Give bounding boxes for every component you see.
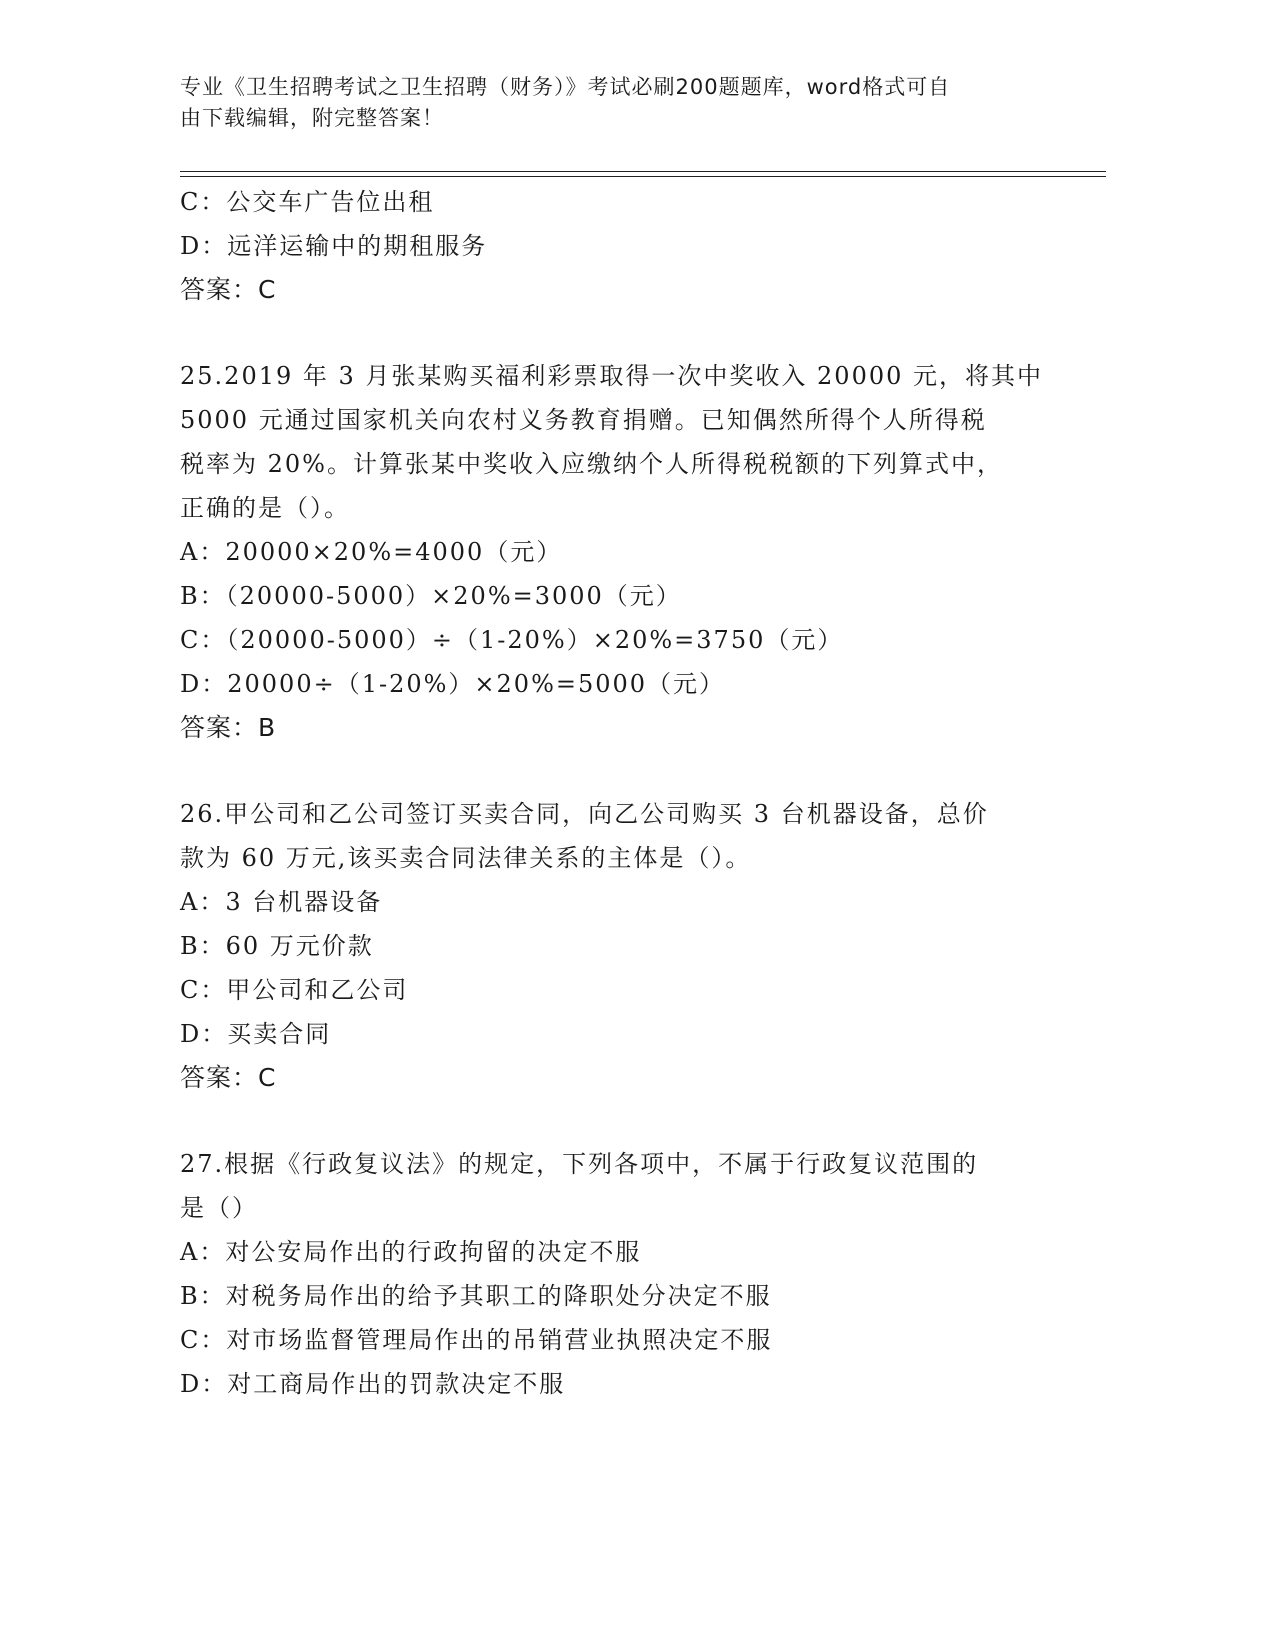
answer-line: 答案：B	[180, 713, 277, 742]
option-d: D：买卖合同	[180, 1020, 332, 1048]
question-stem-line: 税率为 20%。计算张某中奖收入应缴纳个人所得税税额的下列算式中，	[180, 450, 1003, 478]
option-d: D：对工商局作出的罚款决定不服	[180, 1370, 566, 1398]
question-spacer	[180, 1100, 1080, 1142]
answer-line: 答案：C	[180, 275, 277, 304]
option-a: A：3 台机器设备	[180, 888, 383, 916]
question-stem-line: 是（）	[180, 1194, 258, 1222]
header-line-1: 专业《卫生招聘考试之卫生招聘（财务）》考试必刷200题题库，word格式可自	[180, 75, 951, 99]
question-stem-line: 26.甲公司和乙公司签订买卖合同，向乙公司购买 3 台机器设备，总价	[180, 800, 989, 828]
question-27	[180, 1142, 1080, 1406]
option-d: D：20000÷（1-20%）×20%=5000（元）	[180, 670, 726, 698]
option-d: D：远洋运输中的期租服务	[180, 232, 488, 260]
option-c: C：对市场监督管理局作出的吊销营业执照决定不服	[180, 1326, 773, 1354]
option-c: C：甲公司和乙公司	[180, 976, 409, 1004]
option-c: C：公交车广告位出租	[180, 188, 435, 216]
option-a: A：20000×20%=4000（元）	[180, 538, 563, 566]
question-stem-line: 25.2019 年 3 月张某购买福利彩票取得一次中奖收入 20000 元，将其中	[180, 362, 1044, 390]
question-stem-line: 27.根据《行政复议法》的规定，下列各项中，不属于行政复议范围的	[180, 1150, 979, 1178]
answer-line: 答案：C	[180, 1063, 277, 1092]
question-stem-line: 款为 60 万元,该买卖合同法律关系的主体是（）。	[180, 844, 752, 872]
question-stem-line: 正确的是（）。	[180, 494, 350, 522]
header-divider-top	[180, 171, 1106, 172]
question-26	[180, 792, 1080, 1100]
question-25	[180, 354, 1080, 750]
option-b: B：60 万元价款	[180, 932, 374, 960]
option-b: B：（20000-5000）×20%=3000（元）	[180, 582, 682, 610]
document-header	[180, 72, 1040, 134]
question-24-tail	[180, 180, 1080, 312]
header-divider-bottom	[180, 176, 1106, 177]
question-stem-line: 5000 元通过国家机关向农村义务教育捐赠。已知偶然所得个人所得税	[180, 406, 987, 434]
question-spacer	[180, 750, 1080, 792]
option-a: A：对公安局作出的行政拘留的决定不服	[180, 1238, 642, 1266]
header-line-2: 由下载编辑，附完整答案！	[180, 106, 444, 130]
question-spacer	[180, 312, 1080, 354]
option-c: C：（20000-5000）÷（1-20%）×20%=3750（元）	[180, 626, 844, 654]
option-b: B：对税务局作出的给予其职工的降职处分决定不服	[180, 1282, 772, 1310]
document-body	[180, 180, 1080, 1406]
